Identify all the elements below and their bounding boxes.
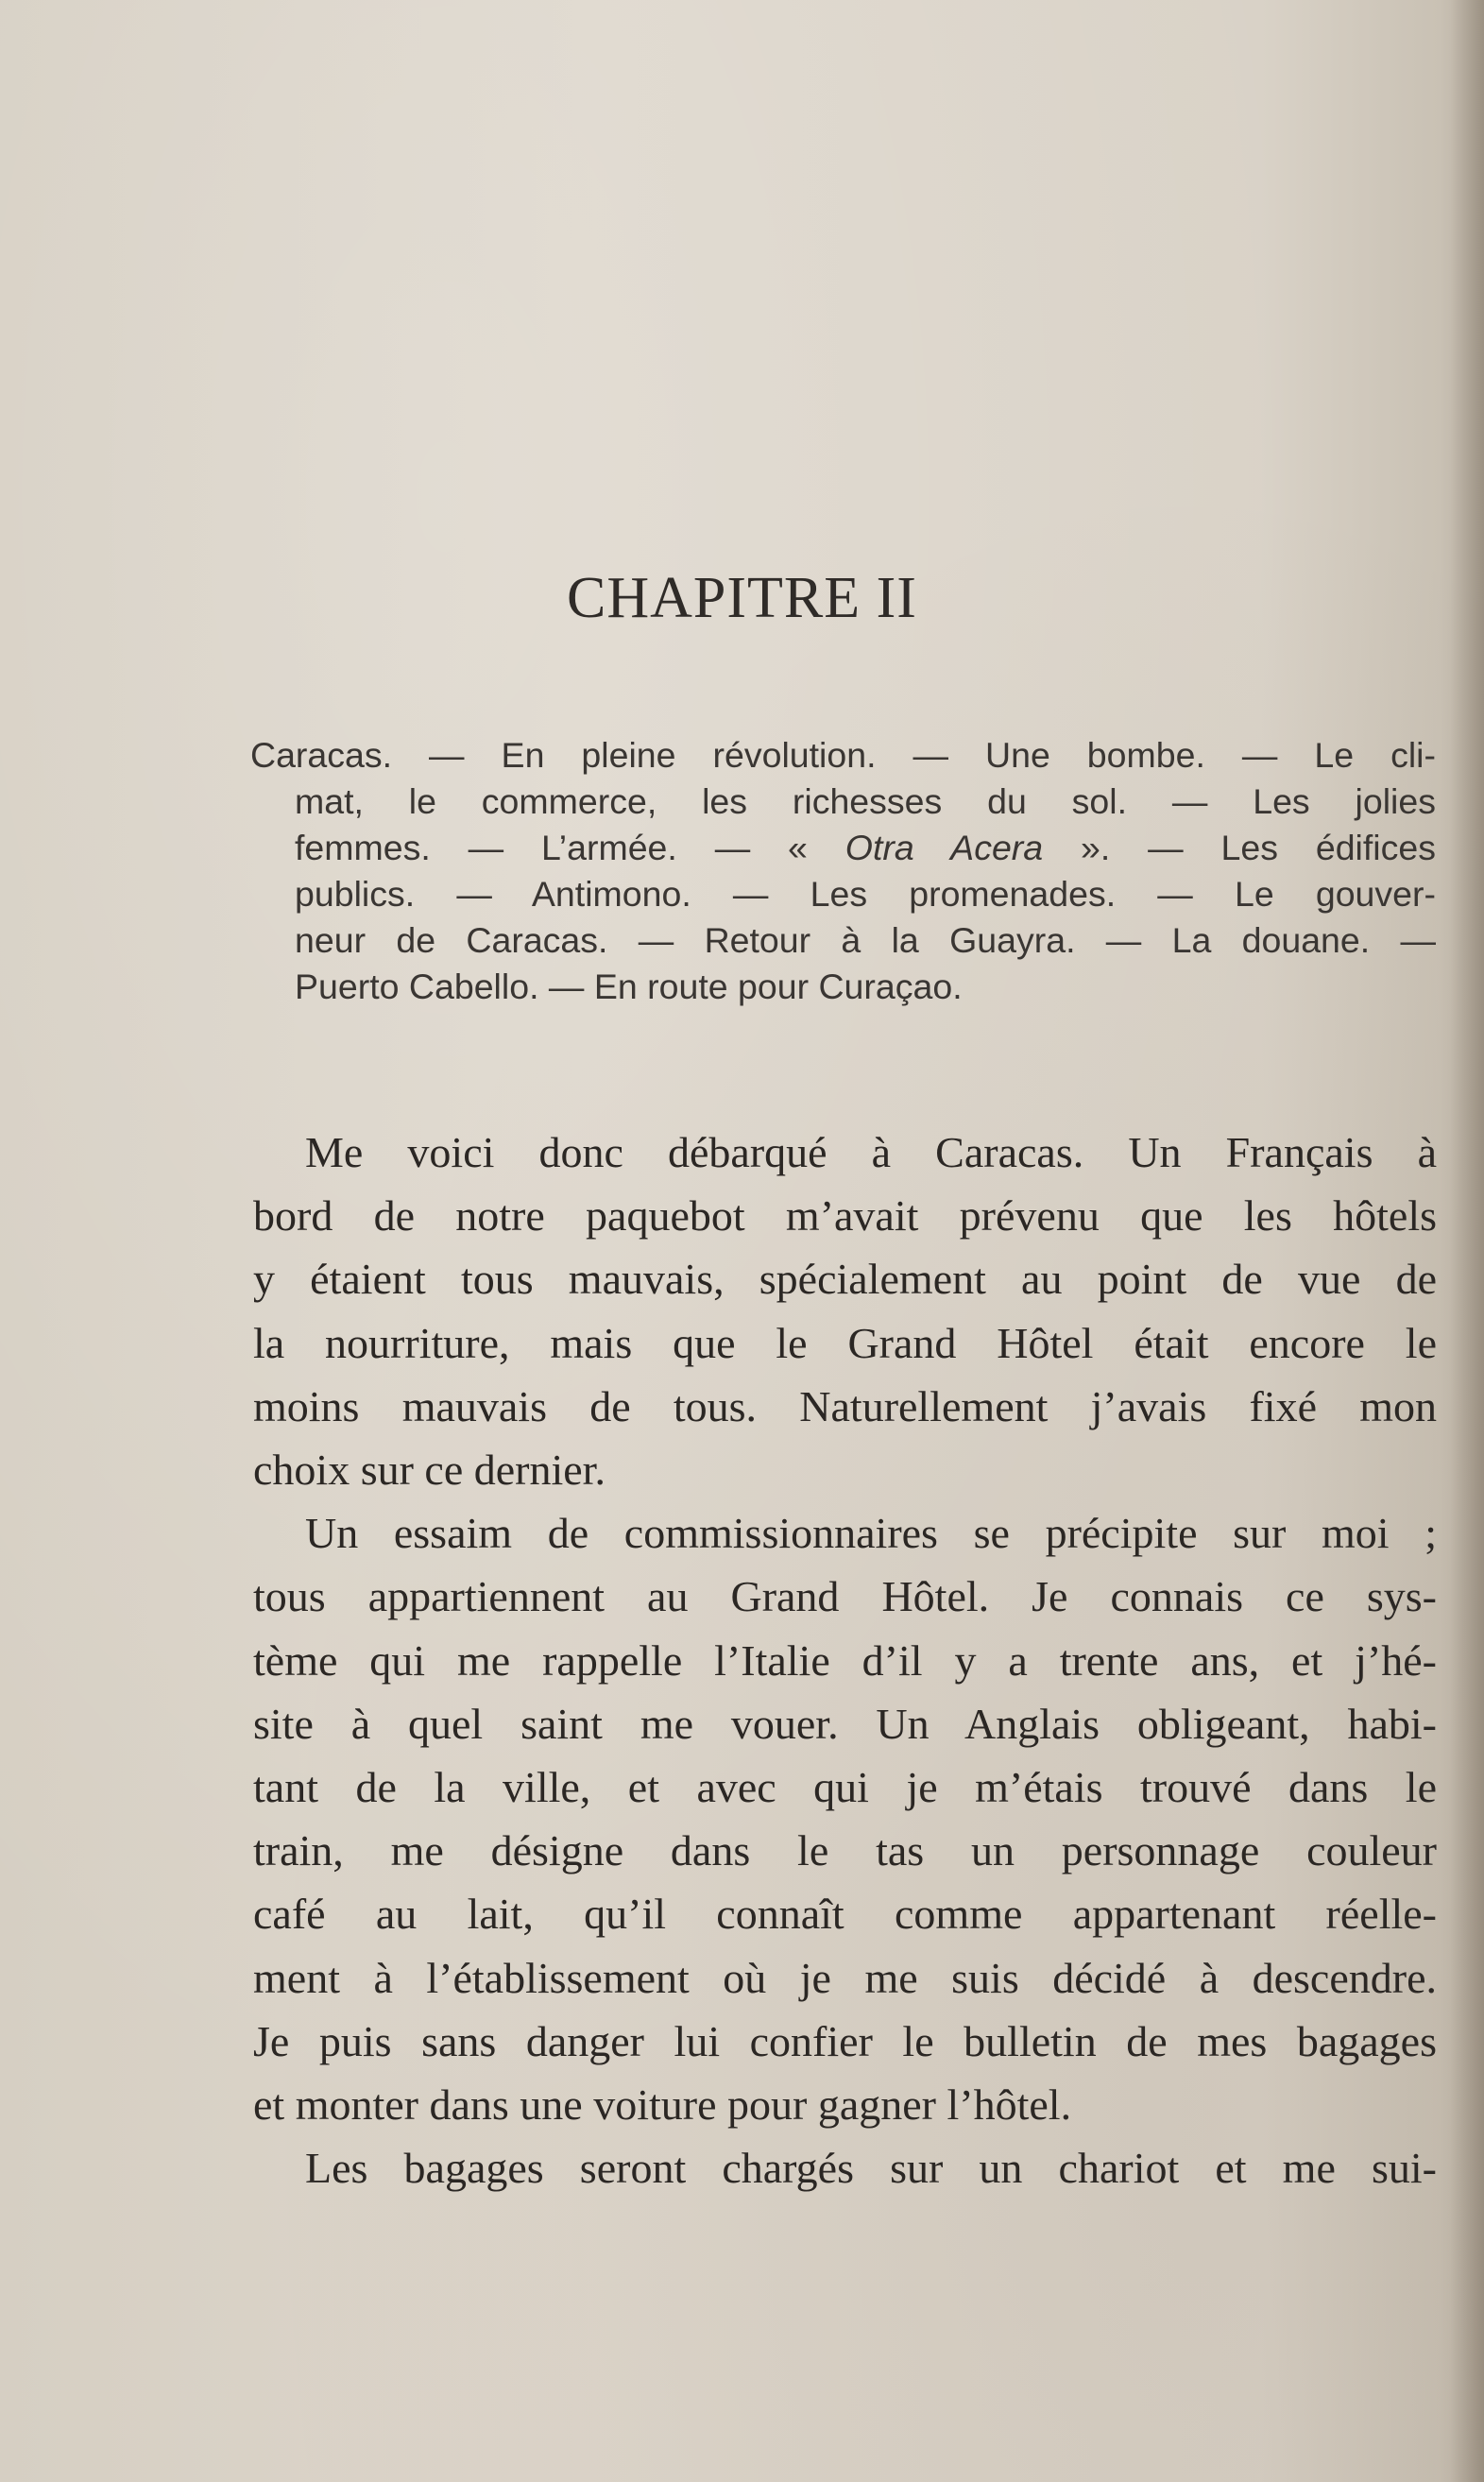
paragraph-line: y étaient tous mauvais, spécialement au point de vue de xyxy=(253,1255,1437,1304)
summary-line: Puerto Cabello. — En route pour Curaçao. xyxy=(295,967,963,1006)
paragraph-line: site à quel saint me vouer. Un Anglais obligeant, habi- xyxy=(253,1699,1437,1748)
paragraph-line: et monter dans une voiture pour gagner l’hôtel. xyxy=(253,2080,1072,2130)
paragraph-line: Je puis sans danger lui confier le bulletin de mes bagages xyxy=(253,2016,1437,2065)
summary-text: femmes. — L’armée. — « xyxy=(295,828,845,867)
paragraph-line: tant de la ville, et avec qui je m’étais trouvé dans le xyxy=(253,1763,1437,1812)
summary-line: mat, le commerce, les richesses du sol. — Les jolies xyxy=(295,781,1436,821)
summary-line: neur de Caracas. — Retour à la Guayra. — La douane. — xyxy=(295,920,1436,960)
paragraph-line: Un essaim de commissionnaires se précipite sur moi ; xyxy=(305,1509,1437,1558)
paragraph-line: tème qui me rappelle l’Italie d’il y a trente ans, et j’hé- xyxy=(253,1635,1437,1685)
chapter-summary xyxy=(250,732,1436,1010)
paragraph-line: bord de notre paquebot m’avait prévenu que les hôtels xyxy=(253,1191,1437,1241)
summary-italic-text: Otra Acera xyxy=(844,828,1044,867)
paragraph-line: Me voici donc débarqué à Caracas. Un Français à xyxy=(305,1128,1437,1176)
summary-line: publics. — Antimono. — Les promenades. — Le gouver- xyxy=(295,874,1436,914)
paragraph-line: la nourriture, mais que le Grand Hôtel était encore le xyxy=(253,1318,1437,1367)
paragraph-line: café au lait, qu’il connaît comme appartenant réelle- xyxy=(253,1890,1437,1939)
summary-text: ». — Les édifices xyxy=(1043,828,1436,867)
paragraph-line: ment à l’établissement où je me suis décidé à descendre. xyxy=(253,1953,1437,2002)
paragraph-line: tous appartiennent au Grand Hôtel. Je connais ce sys- xyxy=(253,1572,1437,1621)
body-text xyxy=(253,1121,1437,2200)
paragraph-line: Les bagages seront chargés sur un chariot et me sui- xyxy=(305,2144,1437,2193)
paragraph-line: choix sur ce dernier. xyxy=(253,1446,606,1495)
chapter-title: CHAPITRE II xyxy=(567,566,917,630)
paragraph-line: train, me désigne dans le tas un personnage couleur xyxy=(253,1826,1437,1875)
summary-line: Caracas. — En pleine révolution. — Une bombe. — Le cli- xyxy=(250,735,1436,775)
page-edge-shadow xyxy=(1450,0,1484,2482)
paragraph-line: moins mauvais de tous. Naturellement j’avais fixé mon xyxy=(253,1381,1437,1430)
summary-line xyxy=(250,825,1436,871)
